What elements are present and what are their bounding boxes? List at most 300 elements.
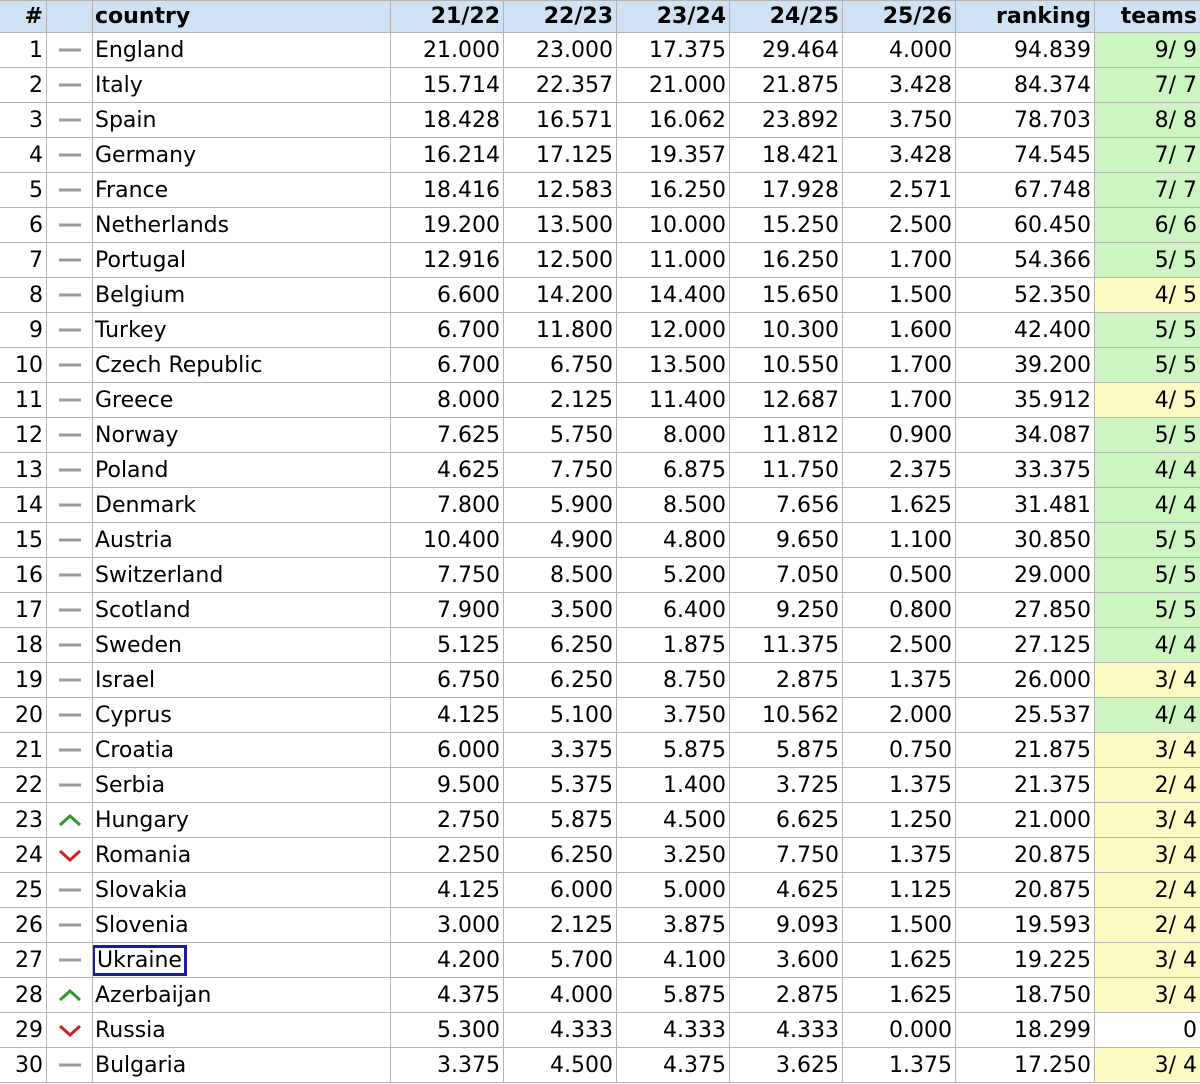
season-21-22-cell: 7.900 (391, 593, 504, 628)
season-24-25-cell: 15.250 (730, 208, 843, 243)
season-22-23-cell: 5.750 (504, 418, 617, 453)
ranking-cell: 30.850 (956, 523, 1095, 558)
ranking-cell: 35.912 (956, 383, 1095, 418)
country-name[interactable]: England (95, 37, 185, 63)
ranking-cell: 34.087 (956, 418, 1095, 453)
header-season-25-26[interactable]: 25/26 (843, 1, 956, 33)
country-cell[interactable] (93, 418, 391, 453)
country-name[interactable]: Azerbaijan (95, 982, 212, 1008)
season-23-24-cell: 13.500 (617, 348, 730, 383)
ranking-cell: 84.374 (956, 68, 1095, 103)
header-season-22-23[interactable]: 22/23 (504, 1, 617, 33)
season-21-22-cell: 6.700 (391, 313, 504, 348)
country-name[interactable]: Romania (95, 842, 192, 868)
country-cell[interactable] (93, 768, 391, 803)
season-22-23-cell: 3.500 (504, 593, 617, 628)
country-cell[interactable] (93, 348, 391, 383)
season-22-23-cell: 6.250 (504, 663, 617, 698)
table-row[interactable] (0, 68, 1200, 103)
season-22-23-cell: 7.750 (504, 453, 617, 488)
season-22-23-cell: 2.125 (504, 383, 617, 418)
country-cell[interactable] (93, 1048, 391, 1083)
season-24-25-cell: 3.725 (730, 768, 843, 803)
trend-cell (47, 243, 93, 278)
country-name[interactable]: Denmark (95, 492, 197, 518)
season-24-25-cell: 9.093 (730, 908, 843, 943)
rank-cell: 27 (0, 943, 47, 978)
teams-cell: 7/ 7 (1095, 68, 1200, 103)
trend-unchanged-icon (47, 707, 92, 723)
season-22-23-cell: 5.900 (504, 488, 617, 523)
trend-cell (47, 208, 93, 243)
rank-cell: 23 (0, 803, 47, 838)
season-21-22-cell: 6.000 (391, 733, 504, 768)
header-ranking[interactable]: ranking (956, 1, 1095, 33)
trend-unchanged-icon (47, 392, 92, 408)
country-cell[interactable] (93, 663, 391, 698)
season-24-25-cell: 11.375 (730, 628, 843, 663)
country-cell[interactable] (93, 978, 391, 1013)
trend-unchanged-icon (47, 602, 92, 618)
season-21-22-cell: 4.625 (391, 453, 504, 488)
rank-cell: 6 (0, 208, 47, 243)
ranking-cell: 33.375 (956, 453, 1095, 488)
season-23-24-cell: 21.000 (617, 68, 730, 103)
season-22-23-cell: 22.357 (504, 68, 617, 103)
header-season-23-24[interactable]: 23/24 (617, 1, 730, 33)
country-name[interactable]: Bulgaria (95, 1052, 187, 1078)
rank-cell: 9 (0, 313, 47, 348)
country-name[interactable]: Portugal (95, 247, 187, 273)
season-24-25-cell: 9.250 (730, 593, 843, 628)
season-23-24-cell: 19.357 (617, 138, 730, 173)
rank-cell: 22 (0, 768, 47, 803)
trend-unchanged-icon (47, 567, 92, 583)
country-name[interactable]: Austria (95, 527, 173, 553)
trend-cell (47, 1013, 93, 1048)
season-24-25-cell: 4.333 (730, 1013, 843, 1048)
season-24-25-cell: 6.625 (730, 803, 843, 838)
season-21-22-cell: 6.750 (391, 663, 504, 698)
season-21-22-cell: 2.250 (391, 838, 504, 873)
table-row[interactable] (0, 558, 1200, 593)
season-24-25-cell: 16.250 (730, 243, 843, 278)
season-23-24-cell: 8.000 (617, 418, 730, 453)
ranking-cell: 18.299 (956, 1013, 1095, 1048)
trend-cell (47, 663, 93, 698)
ranking-cell: 94.839 (956, 33, 1095, 68)
season-21-22-cell: 21.000 (391, 33, 504, 68)
teams-cell: 8/ 8 (1095, 103, 1200, 138)
country-cell[interactable] (93, 558, 391, 593)
season-24-25-cell: 21.875 (730, 68, 843, 103)
trend-cell (47, 103, 93, 138)
table-row[interactable] (0, 943, 1200, 978)
season-23-24-cell: 5.200 (617, 558, 730, 593)
table-row[interactable] (0, 1013, 1200, 1048)
season-22-23-cell: 4.500 (504, 1048, 617, 1083)
season-24-25-cell: 10.562 (730, 698, 843, 733)
season-25-26-cell: 1.500 (843, 278, 956, 313)
season-25-26-cell: 4.000 (843, 33, 956, 68)
country-name[interactable]: Greece (95, 387, 174, 413)
table-row[interactable] (0, 243, 1200, 278)
table-row[interactable] (0, 733, 1200, 768)
header-season-24-25[interactable]: 24/25 (730, 1, 843, 33)
rank-cell: 28 (0, 978, 47, 1013)
teams-cell: 5/ 5 (1095, 418, 1200, 453)
table-row[interactable] (0, 838, 1200, 873)
ranking-cell: 78.703 (956, 103, 1095, 138)
season-25-26-cell: 0.000 (843, 1013, 956, 1048)
country-cell[interactable] (93, 908, 391, 943)
season-23-24-cell: 16.062 (617, 103, 730, 138)
country-cell[interactable] (93, 698, 391, 733)
season-25-26-cell: 1.625 (843, 978, 956, 1013)
table-row[interactable] (0, 488, 1200, 523)
season-22-23-cell: 4.900 (504, 523, 617, 558)
country-name[interactable]: Scotland (95, 597, 191, 623)
teams-cell: 5/ 5 (1095, 558, 1200, 593)
season-22-23-cell: 6.000 (504, 873, 617, 908)
season-23-24-cell: 8.750 (617, 663, 730, 698)
season-22-23-cell: 6.250 (504, 838, 617, 873)
ranking-cell: 39.200 (956, 348, 1095, 383)
teams-cell: 7/ 7 (1095, 173, 1200, 208)
season-23-24-cell: 3.250 (617, 838, 730, 873)
season-21-22-cell: 3.375 (391, 1048, 504, 1083)
table-row[interactable] (0, 278, 1200, 313)
country-name[interactable]: Italy (95, 72, 143, 98)
teams-cell: 2/ 4 (1095, 768, 1200, 803)
trend-cell (47, 313, 93, 348)
country-name[interactable]: Hungary (95, 807, 189, 833)
trend-cell (47, 628, 93, 663)
season-24-25-cell: 4.625 (730, 873, 843, 908)
table-row[interactable] (0, 768, 1200, 803)
season-25-26-cell: 0.750 (843, 733, 956, 768)
season-23-24-cell: 11.000 (617, 243, 730, 278)
table-row[interactable] (0, 453, 1200, 488)
ranking-cell: 21.375 (956, 768, 1095, 803)
table-row[interactable] (0, 138, 1200, 173)
country-cell[interactable] (93, 68, 391, 103)
season-21-22-cell: 5.300 (391, 1013, 504, 1048)
trend-unchanged-icon (47, 462, 92, 478)
trend-cell (47, 68, 93, 103)
trend-cell (47, 978, 93, 1013)
ranking-cell: 20.875 (956, 873, 1095, 908)
country-cell[interactable] (93, 733, 391, 768)
table-row[interactable] (0, 628, 1200, 663)
teams-cell: 4/ 4 (1095, 698, 1200, 733)
teams-cell: 2/ 4 (1095, 908, 1200, 943)
season-25-26-cell: 3.428 (843, 68, 956, 103)
season-23-24-cell: 3.750 (617, 698, 730, 733)
ranking-cell: 27.125 (956, 628, 1095, 663)
trend-down-icon (47, 1022, 92, 1038)
season-21-22-cell: 12.916 (391, 243, 504, 278)
trend-unchanged-icon (47, 532, 92, 548)
season-21-22-cell: 10.400 (391, 523, 504, 558)
country-cell[interactable] (93, 453, 391, 488)
season-22-23-cell: 5.100 (504, 698, 617, 733)
country-cell[interactable] (93, 313, 391, 348)
season-24-25-cell: 11.750 (730, 453, 843, 488)
trend-cell (47, 768, 93, 803)
country-cell[interactable] (93, 488, 391, 523)
trend-unchanged-icon (47, 42, 92, 58)
season-21-22-cell: 4.125 (391, 698, 504, 733)
country-name[interactable]: Norway (95, 422, 179, 448)
trend-down-icon (47, 847, 92, 863)
table-row[interactable] (0, 523, 1200, 558)
rank-cell: 13 (0, 453, 47, 488)
season-22-23-cell: 2.125 (504, 908, 617, 943)
country-cell[interactable] (93, 803, 391, 838)
season-25-26-cell: 2.000 (843, 698, 956, 733)
season-25-26-cell: 2.500 (843, 208, 956, 243)
trend-cell (47, 348, 93, 383)
season-21-22-cell: 18.428 (391, 103, 504, 138)
season-23-24-cell: 17.375 (617, 33, 730, 68)
trend-unchanged-icon (47, 322, 92, 338)
trend-cell (47, 138, 93, 173)
country-name[interactable]: Netherlands (95, 212, 230, 238)
teams-cell: 5/ 5 (1095, 593, 1200, 628)
season-22-23-cell: 12.583 (504, 173, 617, 208)
country-cell[interactable] (93, 628, 391, 663)
teams-cell: 9/ 9 (1095, 33, 1200, 68)
trend-up-icon (47, 812, 92, 828)
trend-cell (47, 523, 93, 558)
season-22-23-cell: 3.375 (504, 733, 617, 768)
season-25-26-cell: 3.750 (843, 103, 956, 138)
season-25-26-cell: 1.625 (843, 943, 956, 978)
table-row[interactable] (0, 173, 1200, 208)
table-row[interactable] (0, 663, 1200, 698)
rank-cell: 11 (0, 383, 47, 418)
country-name[interactable]: Poland (95, 457, 169, 483)
season-22-23-cell: 16.571 (504, 103, 617, 138)
country-name[interactable]: France (95, 177, 169, 203)
season-21-22-cell: 4.200 (391, 943, 504, 978)
rank-cell: 25 (0, 873, 47, 908)
country-name[interactable]: Switzerland (95, 562, 224, 588)
rank-cell: 7 (0, 243, 47, 278)
country-cell[interactable] (93, 243, 391, 278)
season-24-25-cell: 10.300 (730, 313, 843, 348)
teams-cell: 4/ 4 (1095, 488, 1200, 523)
table-row[interactable] (0, 978, 1200, 1013)
country-name[interactable]: Slovenia (95, 912, 189, 938)
season-23-24-cell: 4.100 (617, 943, 730, 978)
season-23-24-cell: 8.500 (617, 488, 730, 523)
table-row[interactable] (0, 908, 1200, 943)
rank-cell: 17 (0, 593, 47, 628)
teams-cell: 4/ 5 (1095, 383, 1200, 418)
season-23-24-cell: 5.000 (617, 873, 730, 908)
rank-cell: 19 (0, 663, 47, 698)
country-name[interactable]: Croatia (95, 737, 175, 763)
header-season-21-22[interactable]: 21/22 (391, 1, 504, 33)
rank-cell: 30 (0, 1048, 47, 1083)
trend-cell (47, 803, 93, 838)
ranking-cell: 60.450 (956, 208, 1095, 243)
season-25-26-cell: 1.375 (843, 1048, 956, 1083)
trend-cell (47, 173, 93, 208)
trend-cell (47, 418, 93, 453)
rank-cell: 26 (0, 908, 47, 943)
trend-cell (47, 33, 93, 68)
country-cell[interactable] (93, 103, 391, 138)
season-22-23-cell: 4.333 (504, 1013, 617, 1048)
season-22-23-cell: 11.800 (504, 313, 617, 348)
season-21-22-cell: 16.214 (391, 138, 504, 173)
country-name[interactable]: Serbia (95, 772, 166, 798)
rank-cell: 29 (0, 1013, 47, 1048)
country-cell[interactable] (93, 33, 391, 68)
rank-cell: 18 (0, 628, 47, 663)
country-name[interactable]: Sweden (95, 632, 182, 658)
table-row[interactable] (0, 803, 1200, 838)
header-row (0, 1, 1200, 33)
country-name[interactable]: Germany (95, 142, 197, 168)
table-row[interactable] (0, 593, 1200, 628)
season-25-26-cell: 1.625 (843, 488, 956, 523)
season-24-25-cell: 17.928 (730, 173, 843, 208)
season-25-26-cell: 0.500 (843, 558, 956, 593)
season-23-24-cell: 5.875 (617, 733, 730, 768)
trend-cell (47, 943, 93, 978)
season-21-22-cell: 7.750 (391, 558, 504, 593)
country-cell[interactable] (93, 173, 391, 208)
table-row[interactable] (0, 698, 1200, 733)
country-name[interactable]: Russia (95, 1017, 166, 1043)
table-row[interactable] (0, 348, 1200, 383)
season-24-25-cell: 15.650 (730, 278, 843, 313)
season-25-26-cell: 3.428 (843, 138, 956, 173)
country-name[interactable]: Slovakia (95, 877, 188, 903)
season-25-26-cell: 1.125 (843, 873, 956, 908)
country-cell[interactable] (93, 208, 391, 243)
country-cell[interactable] (93, 593, 391, 628)
country-cell[interactable] (93, 1013, 391, 1048)
table-row[interactable] (0, 33, 1200, 68)
teams-cell: 5/ 5 (1095, 313, 1200, 348)
trend-cell (47, 558, 93, 593)
country-name[interactable]: Israel (95, 667, 156, 693)
teams-cell: 3/ 4 (1095, 978, 1200, 1013)
season-23-24-cell: 14.400 (617, 278, 730, 313)
season-22-23-cell: 5.700 (504, 943, 617, 978)
season-23-24-cell: 4.800 (617, 523, 730, 558)
table-row[interactable] (0, 873, 1200, 908)
season-21-22-cell: 5.125 (391, 628, 504, 663)
table-row[interactable] (0, 103, 1200, 138)
season-23-24-cell: 4.500 (617, 803, 730, 838)
table-row[interactable] (0, 1048, 1200, 1083)
country-name[interactable]: Cyprus (95, 702, 172, 728)
country-cell[interactable] (93, 278, 391, 313)
trend-unchanged-icon (47, 742, 92, 758)
table-row[interactable] (0, 208, 1200, 243)
trend-unchanged-icon (47, 357, 92, 373)
season-24-25-cell: 11.812 (730, 418, 843, 453)
ranking-cell: 21.875 (956, 733, 1095, 768)
country-name[interactable]: Turkey (95, 317, 167, 343)
ranking-cell: 20.875 (956, 838, 1095, 873)
header-country[interactable]: country (93, 1, 391, 33)
season-24-25-cell: 7.750 (730, 838, 843, 873)
trend-unchanged-icon (47, 672, 92, 688)
rank-cell: 16 (0, 558, 47, 593)
rank-cell: 4 (0, 138, 47, 173)
season-22-23-cell: 5.875 (504, 803, 617, 838)
country-name[interactable]: Belgium (95, 282, 186, 308)
country-cell[interactable] (93, 873, 391, 908)
season-23-24-cell: 16.250 (617, 173, 730, 208)
season-23-24-cell: 6.400 (617, 593, 730, 628)
season-25-26-cell: 1.700 (843, 243, 956, 278)
table-row[interactable] (0, 383, 1200, 418)
header-teams[interactable]: teams (1095, 1, 1200, 33)
country-name[interactable]: Ukraine (97, 947, 182, 973)
season-22-23-cell: 17.125 (504, 138, 617, 173)
table-row[interactable] (0, 418, 1200, 453)
ranking-cell: 67.748 (956, 173, 1095, 208)
header-rank[interactable]: # (0, 1, 47, 33)
country-cell[interactable] (93, 138, 391, 173)
season-25-26-cell: 2.375 (843, 453, 956, 488)
rank-cell: 24 (0, 838, 47, 873)
ranking-cell: 19.225 (956, 943, 1095, 978)
season-25-26-cell: 0.800 (843, 593, 956, 628)
season-21-22-cell: 6.700 (391, 348, 504, 383)
trend-unchanged-icon (47, 112, 92, 128)
season-21-22-cell: 19.200 (391, 208, 504, 243)
country-cell[interactable] (93, 383, 391, 418)
season-21-22-cell: 15.714 (391, 68, 504, 103)
trend-cell (47, 733, 93, 768)
table-row[interactable] (0, 313, 1200, 348)
trend-cell (47, 698, 93, 733)
trend-cell (47, 278, 93, 313)
rank-cell: 12 (0, 418, 47, 453)
teams-cell: 2/ 4 (1095, 873, 1200, 908)
season-23-24-cell: 4.375 (617, 1048, 730, 1083)
country-name[interactable]: Spain (95, 107, 157, 133)
season-21-22-cell: 7.625 (391, 418, 504, 453)
season-25-26-cell: 1.500 (843, 908, 956, 943)
season-22-23-cell: 6.750 (504, 348, 617, 383)
header-trend[interactable] (47, 1, 93, 33)
country-cell[interactable] (93, 838, 391, 873)
season-23-24-cell: 5.875 (617, 978, 730, 1013)
teams-cell: 4/ 4 (1095, 628, 1200, 663)
season-22-23-cell: 23.000 (504, 33, 617, 68)
country-cell[interactable] (93, 943, 391, 978)
ranking-cell: 42.400 (956, 313, 1095, 348)
season-25-26-cell: 0.900 (843, 418, 956, 453)
country-name[interactable]: Czech Republic (95, 352, 263, 378)
trend-cell (47, 383, 93, 418)
country-cell[interactable] (93, 523, 391, 558)
season-24-25-cell: 18.421 (730, 138, 843, 173)
ranking-cell: 19.593 (956, 908, 1095, 943)
season-21-22-cell: 7.800 (391, 488, 504, 523)
trend-unchanged-icon (47, 77, 92, 93)
